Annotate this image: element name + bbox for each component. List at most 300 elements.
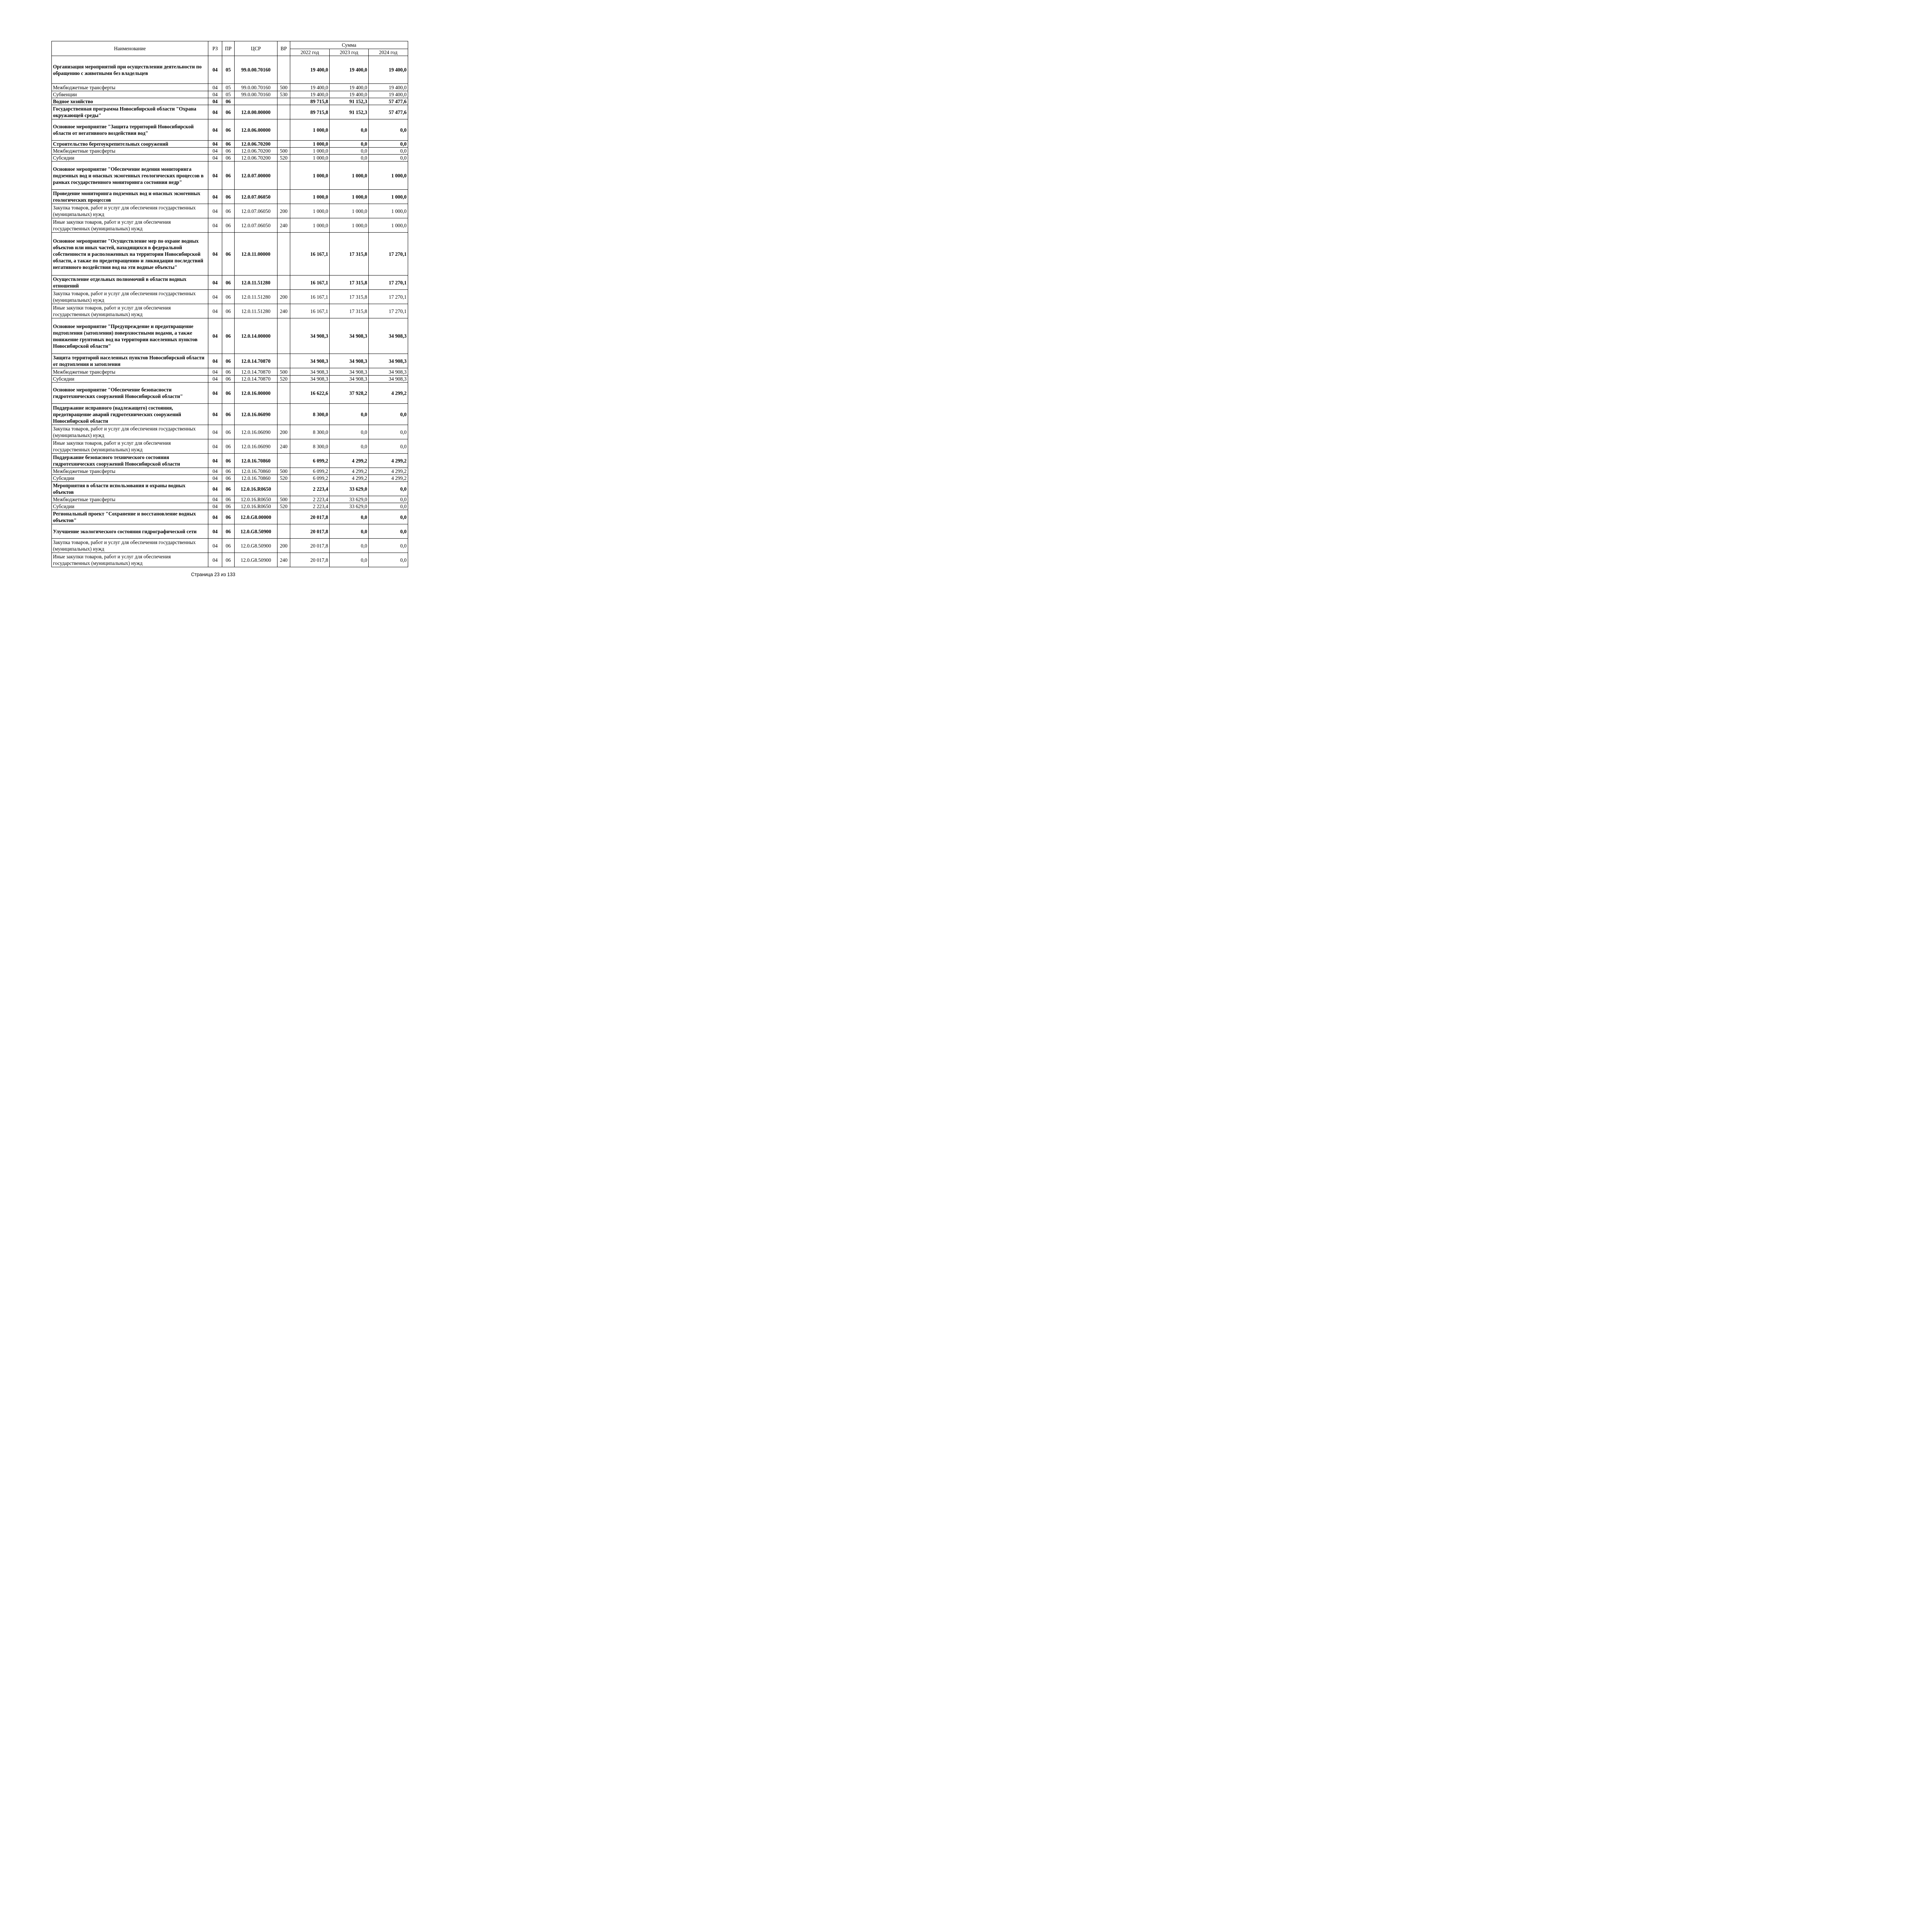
row-value-2024: 57 477,6 (369, 98, 408, 105)
row-value-2023: 0,0 (330, 425, 369, 439)
row-csr: 12.0.16.70860 (235, 475, 278, 482)
row-pr: 06 (222, 503, 235, 510)
row-name: Мероприятия в области использования и охраны водных объектов (52, 482, 208, 496)
row-value-2024: 19 400,0 (369, 91, 408, 98)
row-value-2024: 0,0 (369, 539, 408, 553)
table-row (52, 276, 408, 290)
row-name: Иные закупки товаров, работ и услуг для обеспечения государственных (муниципальных) нужд (52, 218, 208, 233)
row-csr: 12.0.06.00000 (235, 119, 278, 141)
row-csr (235, 98, 278, 105)
row-vr: 500 (278, 148, 290, 155)
row-value-2022: 1 000,0 (290, 155, 330, 162)
row-csr: 12.0.G8.00000 (235, 510, 278, 524)
row-rz: 04 (208, 190, 222, 204)
row-csr: 12.0.07.06050 (235, 218, 278, 233)
table-row (52, 482, 408, 496)
table-row (52, 354, 408, 368)
row-value-2023: 0,0 (330, 553, 369, 567)
row-csr: 12.0.07.00000 (235, 162, 278, 190)
document-page (0, 0, 426, 603)
row-value-2022: 19 400,0 (290, 56, 330, 84)
row-csr: 12.0.06.70200 (235, 141, 278, 148)
row-value-2022: 34 908,3 (290, 318, 330, 354)
row-value-2022: 1 000,0 (290, 218, 330, 233)
row-value-2024: 0,0 (369, 510, 408, 524)
row-rz: 04 (208, 404, 222, 425)
row-value-2022: 2 223,4 (290, 496, 330, 503)
table-row (52, 119, 408, 141)
row-vr (278, 190, 290, 204)
row-value-2022: 89 715,8 (290, 98, 330, 105)
row-rz: 04 (208, 475, 222, 482)
row-pr: 06 (222, 354, 235, 368)
row-csr: 12.0.07.06050 (235, 204, 278, 218)
row-csr: 12.0.16.06090 (235, 439, 278, 454)
row-pr: 06 (222, 162, 235, 190)
row-rz: 04 (208, 496, 222, 503)
row-csr: 12.0.16.70860 (235, 454, 278, 468)
row-value-2022: 1 000,0 (290, 162, 330, 190)
row-rz: 04 (208, 162, 222, 190)
row-value-2022: 16 167,1 (290, 304, 330, 318)
table-row (52, 318, 408, 354)
row-value-2022: 20 017,8 (290, 553, 330, 567)
row-csr: 12.0.16.R0650 (235, 496, 278, 503)
row-rz: 04 (208, 383, 222, 404)
row-pr: 06 (222, 105, 235, 119)
budget-table (51, 41, 408, 567)
row-value-2023: 1 000,0 (330, 162, 369, 190)
row-pr: 06 (222, 141, 235, 148)
header-pr: ПР (222, 41, 235, 56)
row-name: Межбюджетные трансферты (52, 84, 208, 91)
row-value-2023: 17 315,8 (330, 276, 369, 290)
header-name: Наименование (52, 41, 208, 56)
row-vr: 240 (278, 553, 290, 567)
row-pr: 06 (222, 318, 235, 354)
row-vr: 200 (278, 290, 290, 304)
row-vr (278, 510, 290, 524)
row-value-2024: 0,0 (369, 148, 408, 155)
row-value-2024: 0,0 (369, 141, 408, 148)
table-row (52, 553, 408, 567)
row-vr: 500 (278, 496, 290, 503)
table-row (52, 84, 408, 91)
row-value-2024: 0,0 (369, 155, 408, 162)
row-value-2024: 19 400,0 (369, 56, 408, 84)
row-pr: 06 (222, 304, 235, 318)
row-rz: 04 (208, 553, 222, 567)
header-2023: 2023 год (330, 49, 369, 56)
row-rz: 04 (208, 304, 222, 318)
row-value-2024: 4 299,2 (369, 468, 408, 475)
table-row (52, 503, 408, 510)
row-rz: 04 (208, 539, 222, 553)
row-rz: 04 (208, 524, 222, 539)
row-value-2022: 20 017,8 (290, 539, 330, 553)
row-name: Иные закупки товаров, работ и услуг для обеспечения государственных (муниципальных) нужд (52, 439, 208, 454)
row-name: Субсидии (52, 503, 208, 510)
row-vr (278, 276, 290, 290)
row-name: Государственная программа Новосибирской области "Охрана окружающей среды" (52, 105, 208, 119)
row-value-2024: 0,0 (369, 439, 408, 454)
row-vr: 520 (278, 376, 290, 383)
row-vr (278, 354, 290, 368)
row-rz: 04 (208, 148, 222, 155)
row-vr (278, 141, 290, 148)
row-pr: 06 (222, 524, 235, 539)
row-vr (278, 162, 290, 190)
row-value-2022: 16 167,1 (290, 233, 330, 276)
row-pr: 05 (222, 56, 235, 84)
row-csr: 12.0.11.00000 (235, 233, 278, 276)
row-csr: 12.0.G8.50900 (235, 553, 278, 567)
row-value-2022: 89 715,8 (290, 105, 330, 119)
row-rz: 04 (208, 368, 222, 376)
row-vr (278, 233, 290, 276)
table-row (52, 141, 408, 148)
row-csr: 12.0.06.70200 (235, 148, 278, 155)
row-value-2023: 34 908,3 (330, 376, 369, 383)
row-pr: 06 (222, 190, 235, 204)
row-value-2023: 33 629,0 (330, 496, 369, 503)
row-value-2023: 19 400,0 (330, 84, 369, 91)
row-value-2024: 1 000,0 (369, 162, 408, 190)
row-rz: 04 (208, 105, 222, 119)
row-value-2023: 0,0 (330, 155, 369, 162)
row-pr: 06 (222, 496, 235, 503)
row-pr: 06 (222, 383, 235, 404)
row-value-2023: 17 315,8 (330, 290, 369, 304)
row-csr: 12.0.00.00000 (235, 105, 278, 119)
row-value-2024: 1 000,0 (369, 190, 408, 204)
row-value-2024: 17 270,1 (369, 304, 408, 318)
row-rz: 04 (208, 425, 222, 439)
page-number: Страница 23 из 133 (191, 572, 235, 577)
row-vr: 500 (278, 468, 290, 475)
row-value-2022: 19 400,0 (290, 91, 330, 98)
row-pr: 06 (222, 204, 235, 218)
row-name: Субсидии (52, 155, 208, 162)
row-value-2024: 19 400,0 (369, 84, 408, 91)
row-value-2023: 91 152,3 (330, 98, 369, 105)
table-row (52, 290, 408, 304)
row-vr: 520 (278, 155, 290, 162)
row-vr (278, 454, 290, 468)
row-vr (278, 119, 290, 141)
row-value-2023: 1 000,0 (330, 218, 369, 233)
row-value-2022: 1 000,0 (290, 119, 330, 141)
row-pr: 06 (222, 425, 235, 439)
row-name: Улучшение экологического состояния гидрографической сети (52, 524, 208, 539)
row-vr (278, 383, 290, 404)
table-row (52, 439, 408, 454)
row-value-2022: 34 908,3 (290, 354, 330, 368)
row-value-2023: 34 908,3 (330, 354, 369, 368)
row-name: Поддержание безопасного технического состояния гидротехнических сооружений Новосибирской области (52, 454, 208, 468)
table-row (52, 524, 408, 539)
table-row (52, 468, 408, 475)
row-value-2023: 91 152,3 (330, 105, 369, 119)
row-csr: 12.0.11.51280 (235, 290, 278, 304)
row-rz: 04 (208, 376, 222, 383)
row-pr: 06 (222, 233, 235, 276)
row-pr: 06 (222, 376, 235, 383)
row-value-2023: 0,0 (330, 404, 369, 425)
row-value-2022: 2 223,4 (290, 482, 330, 496)
row-rz: 04 (208, 503, 222, 510)
row-name: Осуществление отдельных полномочий в области водных отношений (52, 276, 208, 290)
row-pr: 06 (222, 510, 235, 524)
row-value-2023: 0,0 (330, 439, 369, 454)
row-value-2023: 1 000,0 (330, 190, 369, 204)
row-value-2024: 0,0 (369, 503, 408, 510)
table-row (52, 454, 408, 468)
row-pr: 06 (222, 404, 235, 425)
row-vr (278, 318, 290, 354)
table-row (52, 218, 408, 233)
row-value-2024: 34 908,3 (369, 354, 408, 368)
row-name: Субсидии (52, 376, 208, 383)
row-name: Закупка товаров, работ и услуг для обеспечения государственных (муниципальных) нужд (52, 204, 208, 218)
row-name: Организация мероприятий при осуществлении деятельности по обращению с животными без владельцев (52, 56, 208, 84)
row-name: Защита территорий населенных пунктов Новосибирской области от подтопления и затопления (52, 354, 208, 368)
row-value-2022: 8 300,0 (290, 439, 330, 454)
row-name: Основное мероприятие "Защита территорий Новосибирской области от негативного воздействия вод" (52, 119, 208, 141)
row-name: Иные закупки товаров, работ и услуг для обеспечения государственных (муниципальных) нужд (52, 553, 208, 567)
table-row (52, 304, 408, 318)
table-row (52, 98, 408, 105)
row-name: Региональный проект "Сохранение и восстановление водных объектов" (52, 510, 208, 524)
row-value-2022: 19 400,0 (290, 84, 330, 91)
row-value-2023: 33 629,0 (330, 503, 369, 510)
row-vr: 200 (278, 425, 290, 439)
row-value-2022: 34 908,3 (290, 368, 330, 376)
row-value-2024: 0,0 (369, 553, 408, 567)
row-value-2023: 17 315,8 (330, 304, 369, 318)
row-csr: 12.0.06.70200 (235, 155, 278, 162)
row-vr: 240 (278, 218, 290, 233)
row-value-2023: 34 908,3 (330, 318, 369, 354)
table-row (52, 190, 408, 204)
row-rz: 04 (208, 454, 222, 468)
row-pr: 06 (222, 148, 235, 155)
row-value-2022: 1 000,0 (290, 190, 330, 204)
row-rz: 04 (208, 439, 222, 454)
row-name: Закупка товаров, работ и услуг для обеспечения государственных (муниципальных) нужд (52, 539, 208, 553)
row-value-2022: 1 000,0 (290, 204, 330, 218)
row-value-2023: 4 299,2 (330, 454, 369, 468)
row-rz: 04 (208, 84, 222, 91)
table-row (52, 425, 408, 439)
row-rz: 04 (208, 119, 222, 141)
row-csr: 12.0.11.51280 (235, 276, 278, 290)
row-value-2023: 19 400,0 (330, 56, 369, 84)
row-value-2024: 17 270,1 (369, 290, 408, 304)
row-value-2024: 34 908,3 (369, 376, 408, 383)
row-csr: 12.0.07.06050 (235, 190, 278, 204)
row-name: Основное мероприятие "Осуществление мер по охране водных объектов или иных частей, находящихся в федеральной собственности и расположенных на территории Новосибирской области, а также по предотвращению и ликвидации последствий негативного воздействия вод на эти водные объекты" (52, 233, 208, 276)
table-row (52, 383, 408, 404)
table-row (52, 404, 408, 425)
row-value-2024: 4 299,2 (369, 383, 408, 404)
row-vr (278, 98, 290, 105)
row-name: Межбюджетные трансферты (52, 496, 208, 503)
row-value-2023: 0,0 (330, 148, 369, 155)
row-value-2022: 8 300,0 (290, 404, 330, 425)
header-2024: 2024 год (369, 49, 408, 56)
row-value-2024: 4 299,2 (369, 454, 408, 468)
row-pr: 06 (222, 276, 235, 290)
row-value-2023: 0,0 (330, 119, 369, 141)
table-header (52, 41, 408, 56)
row-csr: 12.0.16.00000 (235, 383, 278, 404)
row-rz: 04 (208, 141, 222, 148)
table-row (52, 105, 408, 119)
row-name: Закупка товаров, работ и услуг для обеспечения государственных (муниципальных) нужд (52, 425, 208, 439)
row-rz: 04 (208, 233, 222, 276)
row-name: Основное мероприятие "Обеспечение ведения мониторинга подземных вод и опасных экзогенных геологических процессов в рамках государственного мониторинга состояния недр" (52, 162, 208, 190)
row-value-2023: 0,0 (330, 539, 369, 553)
row-name: Межбюджетные трансферты (52, 468, 208, 475)
row-csr: 12.0.16.06090 (235, 404, 278, 425)
row-name: Межбюджетные трансферты (52, 368, 208, 376)
row-value-2024: 17 270,1 (369, 276, 408, 290)
row-rz: 04 (208, 98, 222, 105)
row-csr: 12.0.G8.50900 (235, 539, 278, 553)
table-row (52, 155, 408, 162)
row-value-2024: 0,0 (369, 524, 408, 539)
table-row (52, 233, 408, 276)
table-row (52, 56, 408, 84)
row-value-2024: 4 299,2 (369, 475, 408, 482)
row-value-2022: 16 167,1 (290, 290, 330, 304)
row-value-2023: 34 908,3 (330, 368, 369, 376)
row-name: Водное хозяйство (52, 98, 208, 105)
header-vr: ВР (278, 41, 290, 56)
row-name: Основное мероприятие "Предупреждение и предотвращение подтопления (затопления) поверхностными водами, а также понижение грунтовых вод на территории населенных пунктов Новосибирской области" (52, 318, 208, 354)
row-value-2024: 0,0 (369, 119, 408, 141)
row-value-2024: 1 000,0 (369, 204, 408, 218)
row-name: Проведение мониторинга подземных вод и опасных экзогенных геологических процессов (52, 190, 208, 204)
row-value-2022: 2 223,4 (290, 503, 330, 510)
table-row (52, 376, 408, 383)
table-row (52, 510, 408, 524)
row-value-2024: 0,0 (369, 482, 408, 496)
row-pr: 06 (222, 454, 235, 468)
row-value-2024: 57 477,6 (369, 105, 408, 119)
row-vr (278, 105, 290, 119)
header-csr: ЦСР (235, 41, 278, 56)
row-rz: 04 (208, 91, 222, 98)
row-csr: 12.0.16.R0650 (235, 503, 278, 510)
row-value-2022: 34 908,3 (290, 376, 330, 383)
row-csr: 12.0.14.70870 (235, 354, 278, 368)
row-value-2022: 16 622,6 (290, 383, 330, 404)
row-value-2023: 0,0 (330, 141, 369, 148)
row-value-2024: 0,0 (369, 496, 408, 503)
row-value-2022: 6 099,2 (290, 468, 330, 475)
table-row (52, 539, 408, 553)
row-value-2022: 16 167,1 (290, 276, 330, 290)
row-value-2023: 37 928,2 (330, 383, 369, 404)
row-vr: 530 (278, 91, 290, 98)
row-vr (278, 524, 290, 539)
row-pr: 06 (222, 468, 235, 475)
row-value-2023: 0,0 (330, 510, 369, 524)
row-value-2022: 1 000,0 (290, 148, 330, 155)
table-row (52, 204, 408, 218)
row-pr: 06 (222, 155, 235, 162)
row-name: Основное мероприятие "Обеспечение безопасности гидротехнических сооружений Новосибирской области" (52, 383, 208, 404)
row-csr: 99.0.00.70160 (235, 56, 278, 84)
row-pr: 06 (222, 98, 235, 105)
row-pr: 06 (222, 553, 235, 567)
row-pr: 06 (222, 290, 235, 304)
row-value-2022: 20 017,8 (290, 524, 330, 539)
row-vr: 500 (278, 368, 290, 376)
row-name: Закупка товаров, работ и услуг для обеспечения государственных (муниципальных) нужд (52, 290, 208, 304)
header-rz: РЗ (208, 41, 222, 56)
table-row (52, 148, 408, 155)
row-csr: 12.0.14.70870 (235, 376, 278, 383)
row-csr: 99.0.00.70160 (235, 91, 278, 98)
row-vr: 240 (278, 304, 290, 318)
row-vr: 200 (278, 204, 290, 218)
row-csr: 12.0.G8.50900 (235, 524, 278, 539)
row-rz: 04 (208, 482, 222, 496)
row-csr: 12.0.16.70860 (235, 468, 278, 475)
row-csr: 12.0.14.00000 (235, 318, 278, 354)
row-vr (278, 404, 290, 425)
row-pr: 06 (222, 475, 235, 482)
row-value-2024: 34 908,3 (369, 368, 408, 376)
row-pr: 06 (222, 218, 235, 233)
row-pr: 06 (222, 439, 235, 454)
row-value-2022: 8 300,0 (290, 425, 330, 439)
row-pr: 06 (222, 482, 235, 496)
row-value-2023: 19 400,0 (330, 91, 369, 98)
row-name: Иные закупки товаров, работ и услуг для обеспечения государственных (муниципальных) нужд (52, 304, 208, 318)
row-vr: 500 (278, 84, 290, 91)
row-value-2023: 0,0 (330, 524, 369, 539)
row-csr: 12.0.11.51280 (235, 304, 278, 318)
row-value-2023: 1 000,0 (330, 204, 369, 218)
row-pr: 06 (222, 368, 235, 376)
row-name: Межбюджетные трансферты (52, 148, 208, 155)
table-body (52, 56, 408, 567)
row-value-2024: 0,0 (369, 404, 408, 425)
table-row (52, 368, 408, 376)
row-rz: 04 (208, 218, 222, 233)
row-rz: 04 (208, 155, 222, 162)
header-2022: 2022 год (290, 49, 330, 56)
row-rz: 04 (208, 56, 222, 84)
row-value-2022: 20 017,8 (290, 510, 330, 524)
row-name: Строительство берегоукрепительных сооружений (52, 141, 208, 148)
row-value-2022: 1 000,0 (290, 141, 330, 148)
row-vr: 520 (278, 475, 290, 482)
row-value-2024: 17 270,1 (369, 233, 408, 276)
row-value-2023: 33 629,0 (330, 482, 369, 496)
row-rz: 04 (208, 318, 222, 354)
row-vr (278, 56, 290, 84)
row-csr: 12.0.16.06090 (235, 425, 278, 439)
row-name: Субсидии (52, 475, 208, 482)
row-vr: 240 (278, 439, 290, 454)
row-vr: 520 (278, 503, 290, 510)
row-name: Субвенции (52, 91, 208, 98)
